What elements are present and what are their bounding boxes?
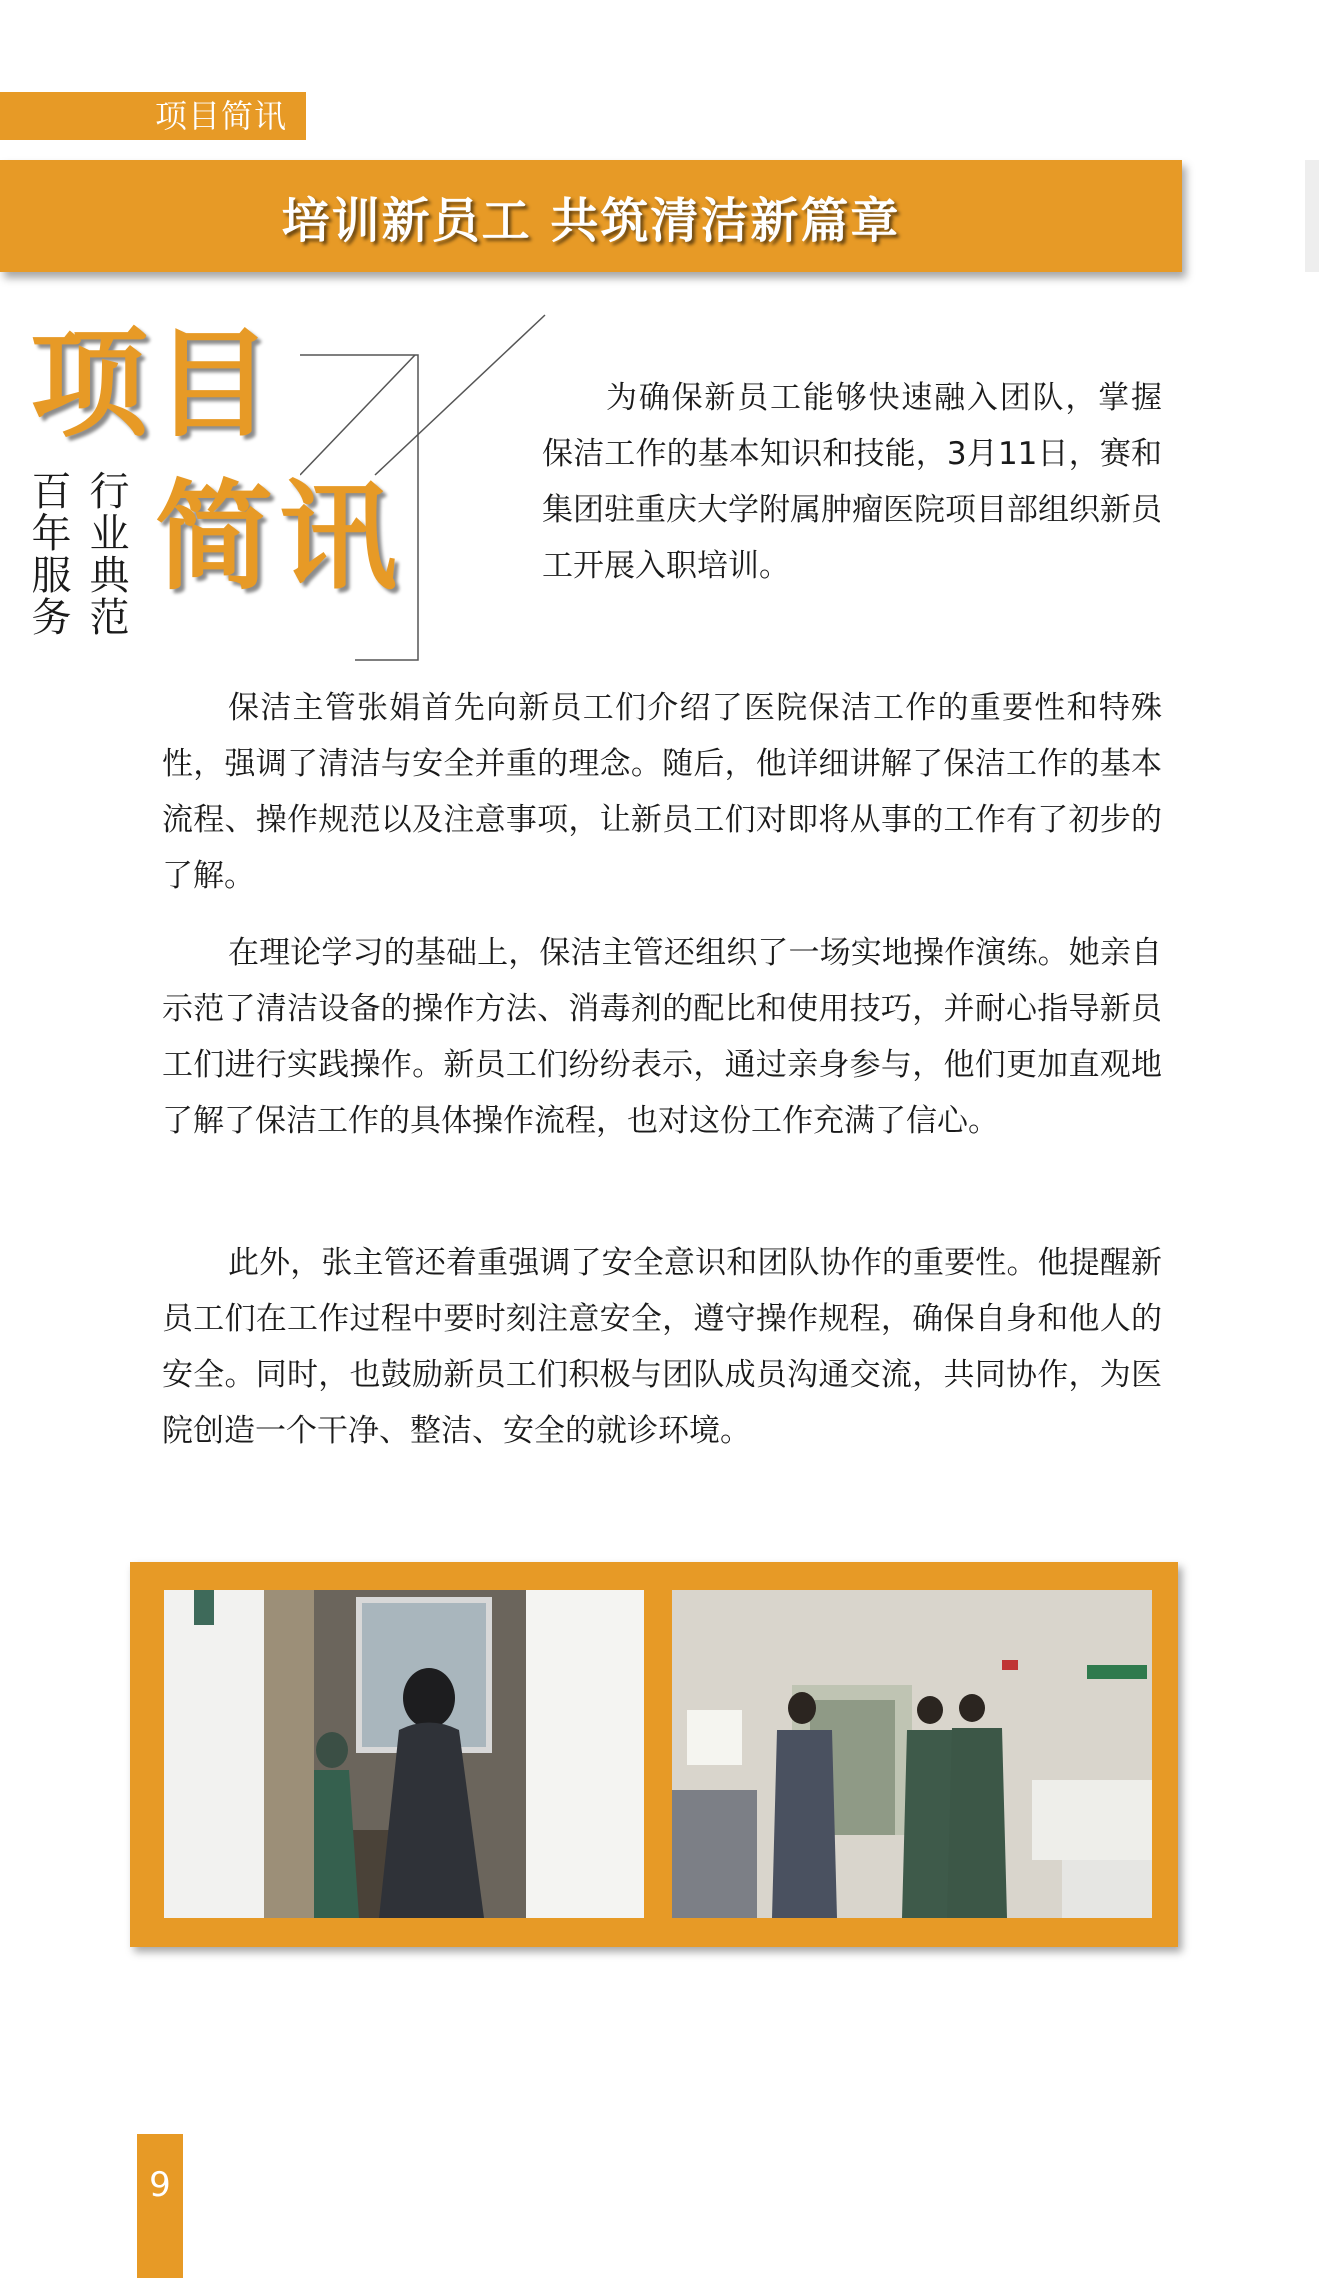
- page-number-bar: [137, 2134, 183, 2278]
- training-photo-washroom: [164, 1590, 644, 1918]
- photo-frame: [130, 1562, 1178, 1947]
- masthead-title-line2: 简讯: [155, 467, 404, 606]
- article-body-2: [162, 925, 1162, 1149]
- paragraph: 此外，张主管还着重强调了安全意识和团队协作的重要性。他提醒新员工们在工作过程中要时刻注意安全，遵守操作规程，确保自身和他人的安全。同时，也鼓励新员工们积极与团队成员沟通交流，共同协作，为医院创造一个干净、整洁、安全的就诊环境。: [162, 1245, 1162, 1449]
- section-label: 项目简讯: [155, 97, 288, 135]
- title-banner: [0, 160, 1182, 272]
- article-body-1: [162, 680, 1162, 904]
- training-photo-demonstration: [672, 1590, 1152, 1918]
- article-title: 培训新员工 共筑清洁新篇章: [281, 192, 901, 249]
- page-number: 9: [149, 2165, 171, 2205]
- next-page-edge: [1305, 160, 1319, 272]
- article-body-3: [162, 1235, 1162, 1459]
- paragraph: 在理论学习的基础上，保洁主管还组织了一场实地操作演练。她亲自示范了清洁设备的操作方法、消毒剂的配比和使用技巧，并耐心指导新员工们进行实践操作。新员工们纷纷表示，通过亲身参与，他们更加直观地了解了保洁工作的具体操作流程，也对这份工作充满了信心。: [162, 935, 1162, 1139]
- intro-paragraph: 为确保新员工能够快速融入团队，掌握保洁工作的基本知识和技能，3月11日，赛和集团驻重庆大学附属肿瘤医院项目部组织新员工开展入职培训。: [542, 380, 1162, 584]
- paragraph: 保洁主管张娟首先向新员工们介绍了医院保洁工作的重要性和特殊性，强调了清洁与安全并重的理念。随后，他详细讲解了保洁工作的基本流程、操作规范以及注意事项，让新员工们对即将从事的工作有了初步的了解。: [162, 690, 1162, 894]
- slogan-century-service: 百年服务: [25, 470, 71, 638]
- masthead-title-line1: 项目: [30, 314, 279, 453]
- slogan-industry-model: 行业典范: [83, 470, 129, 638]
